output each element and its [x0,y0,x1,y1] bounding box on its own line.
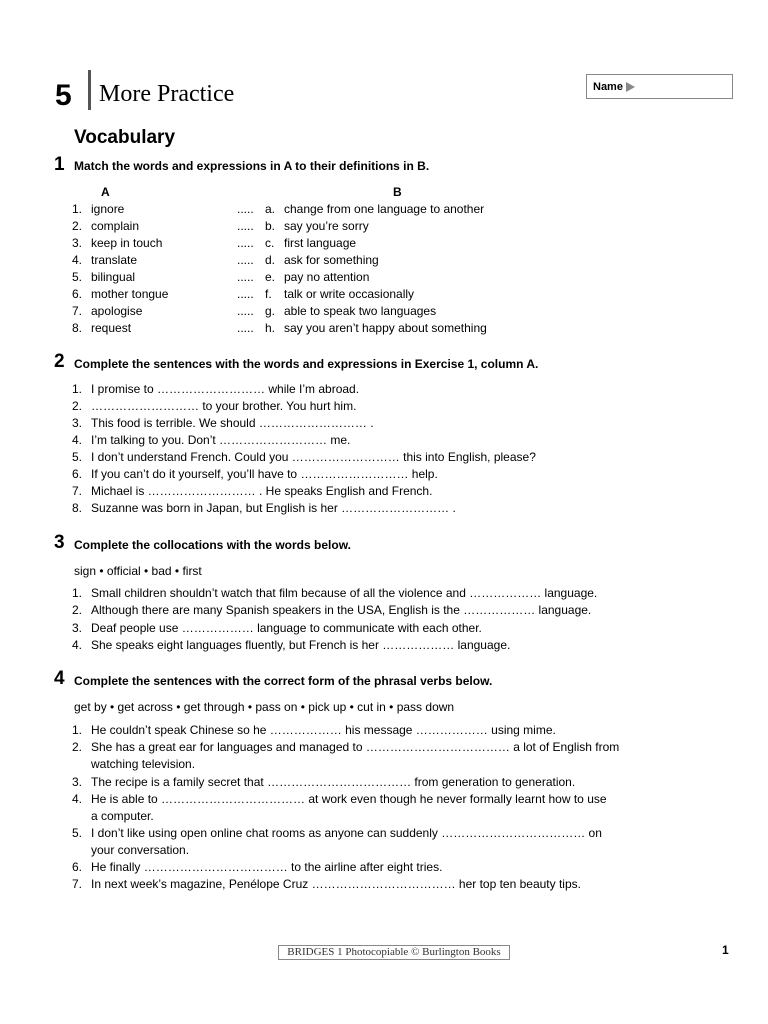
answer-blank[interactable]: ..... [237,253,254,267]
definition-b: first language [284,236,357,250]
word-list: sign • official • bad • first [74,564,202,578]
sentence-item[interactable] [72,415,374,432]
sentence-item[interactable] [72,791,607,808]
word-a: translate [91,253,138,267]
exercise-4-number: 4 [54,668,65,689]
sentence-text: Deaf people use ……………… language to communicate with each other. [91,621,482,635]
sentence-item[interactable] [72,825,602,842]
match-row [72,320,592,337]
definition-b: change from one language to another [284,202,485,216]
item-number: 3. [72,416,83,430]
column-a-heading: A [101,185,110,199]
sentence-text: your conversation. [91,843,190,857]
unit-divider [88,70,91,110]
item-number: 4. [72,433,83,447]
sentence-item[interactable] [72,500,456,517]
item-number: 3. [72,775,83,789]
definition-letter: h. [265,321,276,335]
item-number: 1. [72,586,83,600]
sentence-text: I don’t understand French. Could you ……………………… this into English, please? [91,450,536,464]
item-number: 5. [72,270,83,284]
sentence-text: He is able to ……………………………… at work even though he never formally learnt how to use [91,792,607,806]
sentence-item[interactable] [72,432,350,449]
sentence-text: I’m talking to you. Don’t ……………………… me. [91,433,351,447]
exercise-2-number: 2 [54,351,65,372]
item-number: 6. [72,467,83,481]
answer-blank[interactable]: ..... [237,287,254,301]
sentence-item[interactable] [72,398,356,415]
sentence-text: Although there are many Spanish speakers in the USA, English is the ……………… language. [91,603,592,617]
unit-title: More Practice [99,81,235,107]
sentence-text: The recipe is a family secret that ……………………………… from generation to generation. [91,775,576,789]
sentence-item[interactable] [72,602,591,619]
answer-blank[interactable]: ..... [237,270,254,284]
footer-copyright: BRIDGES 1 Photocopiable © Burlington Books [278,945,510,960]
definition-b: pay no attention [284,270,370,284]
exercise-4-instruction: Complete the sentences with the correct form of the phrasal verbs below. [74,674,493,688]
match-row [72,252,592,269]
exercise-1-instruction: Match the words and expressions in A to their definitions in B. [74,159,430,173]
sentence-item[interactable] [72,483,432,500]
arrow-right-icon [626,82,635,92]
item-number: 7. [72,877,83,891]
definition-b: say you’re sorry [284,219,369,233]
item-number: 1. [72,202,83,216]
sentence-item[interactable] [72,381,359,398]
sentence-item[interactable] [72,722,556,739]
definition-letter: a. [265,202,276,216]
item-number: 1. [72,723,83,737]
sentence-item[interactable] [72,637,510,654]
sentence-continuation [72,756,195,773]
word-a: mother tongue [91,287,169,301]
sentence-item[interactable] [72,585,597,602]
sentence-text: He couldn’t speak Chinese so he ……………… his message ……………… using mime. [91,723,556,737]
item-number: 7. [72,484,83,498]
answer-blank[interactable]: ..... [237,304,254,318]
sentence-text: She has a great ear for languages and managed to ……………………………… a lot of English from [91,740,620,754]
word-a: ignore [91,202,125,216]
sentence-continuation [72,842,189,859]
item-number: 4. [72,253,83,267]
word-list: get by • get across • get through • pass on • pick up • cut in • pass down [74,700,455,714]
word-a: complain [91,219,140,233]
definition-letter: d. [265,253,276,267]
item-number: 6. [72,287,83,301]
match-row [72,201,592,218]
sentence-item[interactable] [72,774,575,791]
item-number: 2. [72,219,83,233]
exercise-1-number: 1 [54,154,65,175]
item-number: 5. [72,826,83,840]
word-a: keep in touch [91,236,163,250]
exercise-2-instruction: Complete the sentences with the words and expressions in Exercise 1, column A. [74,357,539,371]
sentence-text: Small children shouldn’t watch that film because of all the violence and ……………… language. [91,586,598,600]
match-row [72,269,592,286]
match-row [72,286,592,303]
sentence-text: I promise to ……………………… while I’m abroad. [91,382,360,396]
name-label: Name [593,80,623,93]
answer-blank[interactable]: ..... [237,236,254,250]
item-number: 1. [72,382,83,396]
item-number: 2. [72,740,83,754]
definition-b: able to speak two languages [284,304,437,318]
unit-number: 5 [55,79,72,112]
match-row [72,303,592,320]
sentence-item[interactable] [72,739,619,756]
match-row [72,218,592,235]
item-number: 2. [72,603,83,617]
name-field[interactable] [586,74,733,99]
sentence-continuation [72,808,154,825]
exercise-3-number: 3 [54,532,65,553]
item-number: 3. [72,236,83,250]
sentence-text: This food is terrible. We should ……………………… . [91,416,374,430]
page-number: 1 [722,943,729,957]
item-number: 4. [72,638,83,652]
item-number: 8. [72,321,83,335]
definition-letter: e. [265,270,276,284]
sentence-item[interactable] [72,620,482,637]
word-a: bilingual [91,270,136,284]
item-number: 3. [72,621,83,635]
answer-blank[interactable]: ..... [237,202,254,216]
word-a: request [91,321,132,335]
section-title: Vocabulary [74,127,176,148]
definition-letter: c. [265,236,275,250]
item-number: 4. [72,792,83,806]
sentence-text: She speaks eight languages fluently, but French is her ……………… language. [91,638,511,652]
sentence-text: watching television. [91,757,196,771]
sentence-item[interactable] [72,876,581,893]
item-number: 7. [72,304,83,318]
answer-blank[interactable]: ..... [237,321,254,335]
sentence-text: ……………………… to your brother. You hurt him. [91,399,357,413]
sentence-text: If you can’t do it yourself, you’ll have to ……………………… help. [91,467,438,481]
sentence-text: In next week’s magazine, Penélope Cruz ……………………………… her top ten beauty tips. [91,877,581,891]
definition-b: talk or write occasionally [284,287,415,301]
answer-blank[interactable]: ..... [237,219,254,233]
item-number: 2. [72,399,83,413]
exercise-3-instruction: Complete the collocations with the words below. [74,538,351,552]
sentence-item[interactable] [72,466,438,483]
definition-b: say you aren’t happy about something [284,321,487,335]
definition-letter: f. [265,287,272,301]
item-number: 5. [72,450,83,464]
definition-letter: b. [265,219,276,233]
column-b-heading: B [393,185,402,199]
sentence-text: Suzanne was born in Japan, but English is her ……………………… . [91,501,456,515]
sentence-text: Michael is ……………………… . He speaks English and French. [91,484,433,498]
sentence-item[interactable] [72,449,536,466]
definition-letter: g. [265,304,276,318]
sentence-text: a computer. [91,809,154,823]
item-number: 6. [72,860,83,874]
definition-b: ask for something [284,253,379,267]
word-a: apologise [91,304,143,318]
sentence-text: He finally ……………………………… to the airline after eight tries. [91,860,443,874]
item-number: 8. [72,501,83,515]
sentence-item[interactable] [72,859,442,876]
match-row [72,235,592,252]
sentence-text: I don’t like using open online chat rooms as anyone can suddenly ……………………………… on [91,826,602,840]
